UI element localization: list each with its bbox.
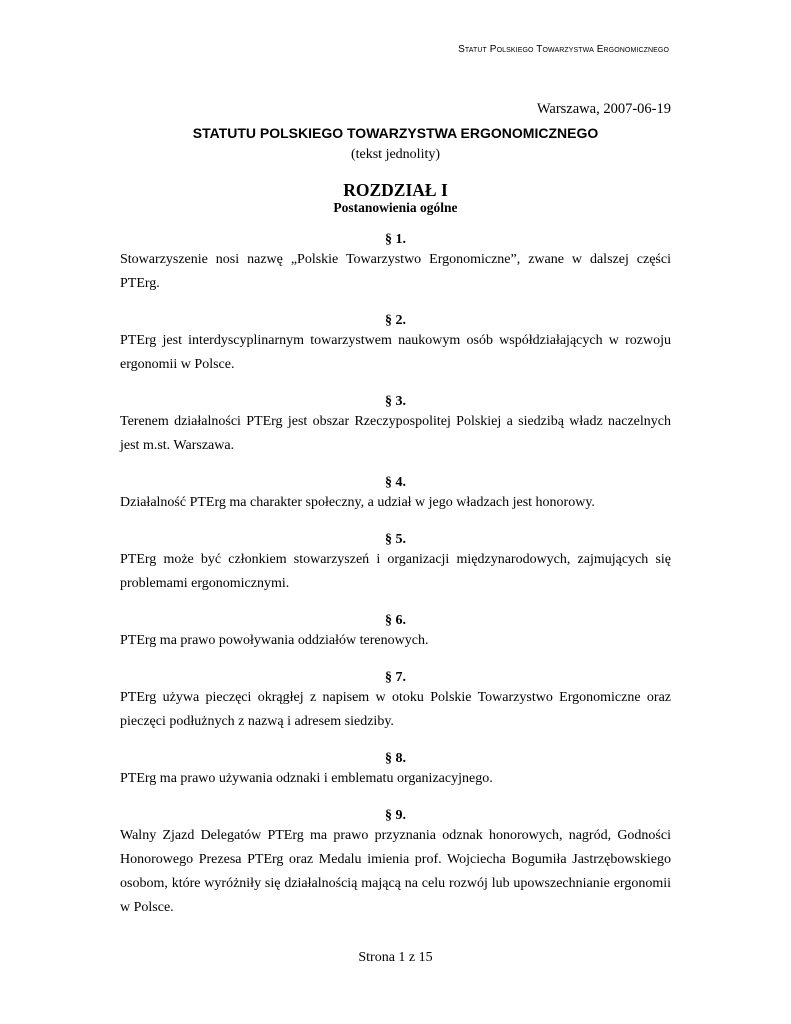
section-text: PTErg ma prawo powoływania oddziałów terenowych. [120, 633, 429, 648]
section-text: Terenem działalności PTErg jest obszar Rzeczypospolitej Polskiej a siedzibą władz naczelnych jest m.st. Warszawa. [120, 414, 671, 453]
section-number: § 1. [385, 232, 406, 247]
page-number: Strona 1 z 15 [358, 950, 433, 965]
running-header: Statut Polskiego Towarzystwa Ergonomicznego [458, 44, 669, 55]
section-number: § 3. [385, 394, 406, 409]
section-5 [120, 532, 671, 596]
section-number: § 5. [385, 532, 406, 547]
sections-list [120, 232, 671, 920]
section-8 [120, 751, 671, 791]
section-2 [120, 313, 671, 377]
section-7 [120, 670, 671, 734]
section-text: PTErg może być członkiem stowarzyszeń i organizacji międzynarodowych, zajmujących się problemami ergonomicznymi. [120, 552, 671, 591]
chapter-subtitle: Postanowienia ogólne [333, 200, 458, 215]
document-title: STATUTU POLSKIEGO TOWARZYSTWA ERGONOMICZNEGO [192, 125, 599, 141]
section-number: § 8. [385, 751, 406, 766]
section-6 [120, 613, 671, 653]
section-1 [120, 232, 671, 296]
document-date: Warszawa, 2007-06-19 [536, 101, 671, 117]
section-number: § 9. [385, 808, 406, 823]
section-text: Stowarzyszenie nosi nazwę „Polskie Towarzystwo Ergonomiczne”, zwane w dalszej części PTErg. [120, 252, 671, 291]
section-9 [120, 808, 671, 920]
section-text: PTErg jest interdyscyplinarnym towarzystwem naukowym osób współdziałających w rozwoju ergonomii w Polsce. [120, 333, 671, 372]
section-text: PTErg ma prawo używania odznaki i emblematu organizacyjnego. [120, 771, 493, 786]
section-number: § 2. [385, 313, 406, 328]
chapter-title: ROZDZIAŁ I [343, 180, 448, 200]
section-number: § 4. [385, 475, 406, 490]
section-text: Walny Zjazd Delegatów PTErg ma prawo przyznania odznak honorowych, nagród, Godności Honorowego Prezesa PTErg oraz Medalu imienia prof. Wojciecha Bogumiła Jastrzębowskiego osobom, które wyróżniły się działalnością mającą na celu rozwój lub upowszechnianie ergonomii w Polsce. [120, 828, 671, 915]
section-text: PTErg używa pieczęci okrągłej z napisem w otoku Polskie Towarzystwo Ergonomiczne oraz pieczęci podłużnych z nazwą i adresem siedziby. [120, 690, 671, 729]
document-subtitle: (tekst jednolity) [350, 147, 441, 162]
section-text: Działalność PTErg ma charakter społeczny, a udział w jego władzach jest honorowy. [120, 495, 595, 510]
section-number: § 7. [385, 670, 406, 685]
section-3 [120, 394, 671, 458]
section-4 [120, 475, 671, 515]
page-content [120, 100, 671, 920]
section-number: § 6. [385, 613, 406, 628]
